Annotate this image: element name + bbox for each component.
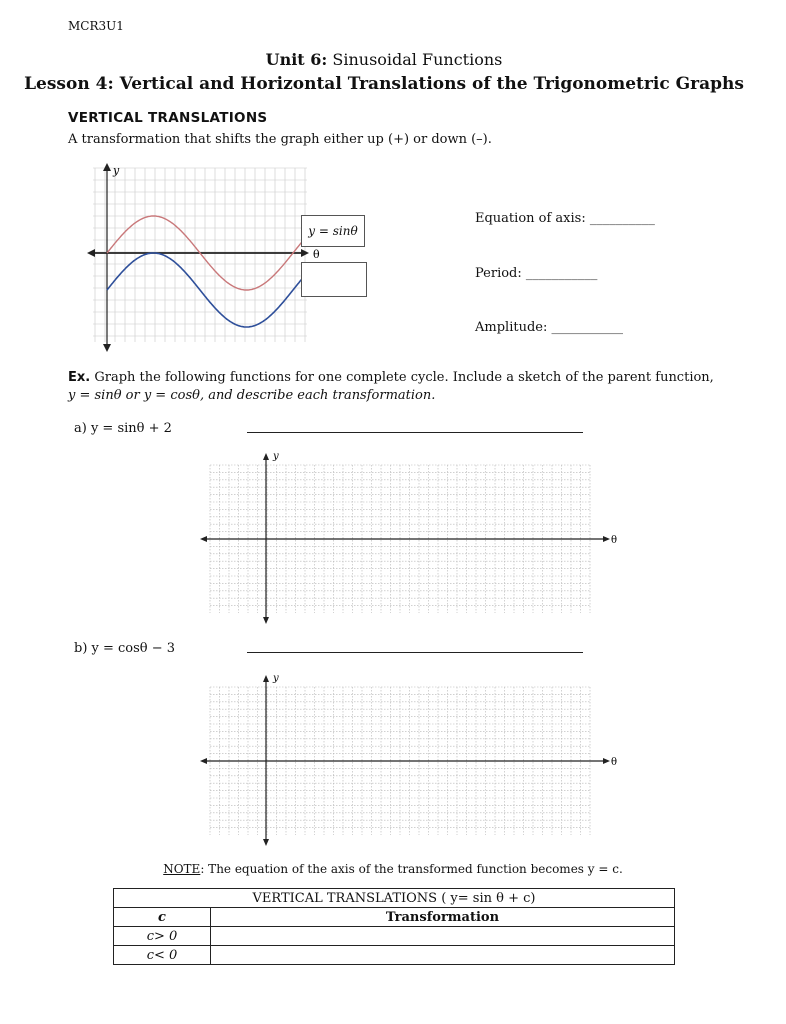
y-axis-arrow-up-icon-a bbox=[263, 453, 269, 460]
example-line1: Graph the following functions for one complete cycle. Include a sketch of the parent function, bbox=[90, 370, 714, 385]
y-label-b: y bbox=[273, 673, 279, 684]
example-instructions bbox=[68, 369, 728, 405]
vertical-translations-table bbox=[113, 888, 675, 965]
table-cell-condition: c< 0 bbox=[114, 946, 211, 965]
axis-question: Equation of axis: __________ bbox=[475, 211, 655, 226]
unit-label: Unit 6: bbox=[265, 50, 328, 69]
x-axis-arrow-right-icon-b bbox=[603, 758, 610, 764]
note-label: NOTE bbox=[163, 862, 201, 876]
y-axis-arrow-down-icon-b bbox=[263, 839, 269, 846]
y-axis-label: y bbox=[113, 164, 120, 177]
x-axis-arrow-left-icon bbox=[87, 249, 95, 257]
x-axis-arrow-left-icon-a bbox=[200, 536, 207, 542]
unit-name: Sinusoidal Functions bbox=[332, 50, 503, 69]
period-question: Period: ___________ bbox=[475, 266, 598, 281]
part-b-answer-line[interactable] bbox=[247, 642, 583, 653]
y-axis-arrow-icon bbox=[103, 163, 111, 171]
table-row bbox=[114, 927, 675, 946]
y-axis-arrow-down-icon-a bbox=[263, 617, 269, 624]
graph-grid-a[interactable] bbox=[195, 448, 625, 628]
table-cell-answer[interactable] bbox=[211, 927, 675, 946]
example-label: Ex. bbox=[68, 370, 91, 385]
section-heading: VERTICAL TRANSLATIONS bbox=[68, 110, 268, 126]
y-axis-arrow-down-icon bbox=[103, 344, 111, 352]
note-text: : The equation of the axis of the transformed function becomes y = c. bbox=[200, 862, 623, 876]
example-graph bbox=[85, 160, 320, 355]
table-header-c: c bbox=[114, 908, 211, 927]
part-a-label: a) y = sinθ + 2 bbox=[74, 421, 172, 436]
table-row bbox=[114, 946, 675, 965]
table-cell-answer[interactable] bbox=[211, 946, 675, 965]
note bbox=[0, 862, 786, 876]
graph-grid-b[interactable] bbox=[195, 670, 625, 850]
table-cell-condition: c> 0 bbox=[114, 927, 211, 946]
blank-label-box[interactable] bbox=[301, 262, 367, 297]
example-line2: y = sinθ or y = cosθ, and describe each transformation. bbox=[68, 388, 436, 403]
part-a-answer-line[interactable] bbox=[247, 422, 583, 433]
x-label-a: θ bbox=[611, 535, 618, 546]
section-description: A transformation that shifts the graph either up (+) or down (–). bbox=[68, 132, 492, 147]
part-b-label: b) y = cosθ − 3 bbox=[74, 641, 176, 656]
x-label-b: θ bbox=[611, 757, 618, 768]
x-axis-arrow-left-icon-b bbox=[200, 758, 207, 764]
y-label-a: y bbox=[273, 451, 279, 462]
table-title-row bbox=[114, 889, 675, 908]
lesson-title: Lesson 4: Vertical and Horizontal Translations of the Trigonometric Graphs bbox=[24, 74, 744, 94]
y-axis-arrow-up-icon-b bbox=[263, 675, 269, 682]
x-axis-label: θ bbox=[313, 248, 320, 261]
table-title: VERTICAL TRANSLATIONS ( y= sin θ + c) bbox=[114, 889, 675, 908]
table-header-transformation: Transformation bbox=[211, 908, 675, 927]
amplitude-question: Amplitude: ___________ bbox=[475, 320, 623, 335]
table-header-row bbox=[114, 908, 675, 927]
unit-title bbox=[0, 50, 768, 69]
course-code: MCR3U1 bbox=[68, 19, 124, 33]
curve-label-box: y = sinθ bbox=[301, 215, 365, 247]
x-axis-arrow-right-icon-a bbox=[603, 536, 610, 542]
